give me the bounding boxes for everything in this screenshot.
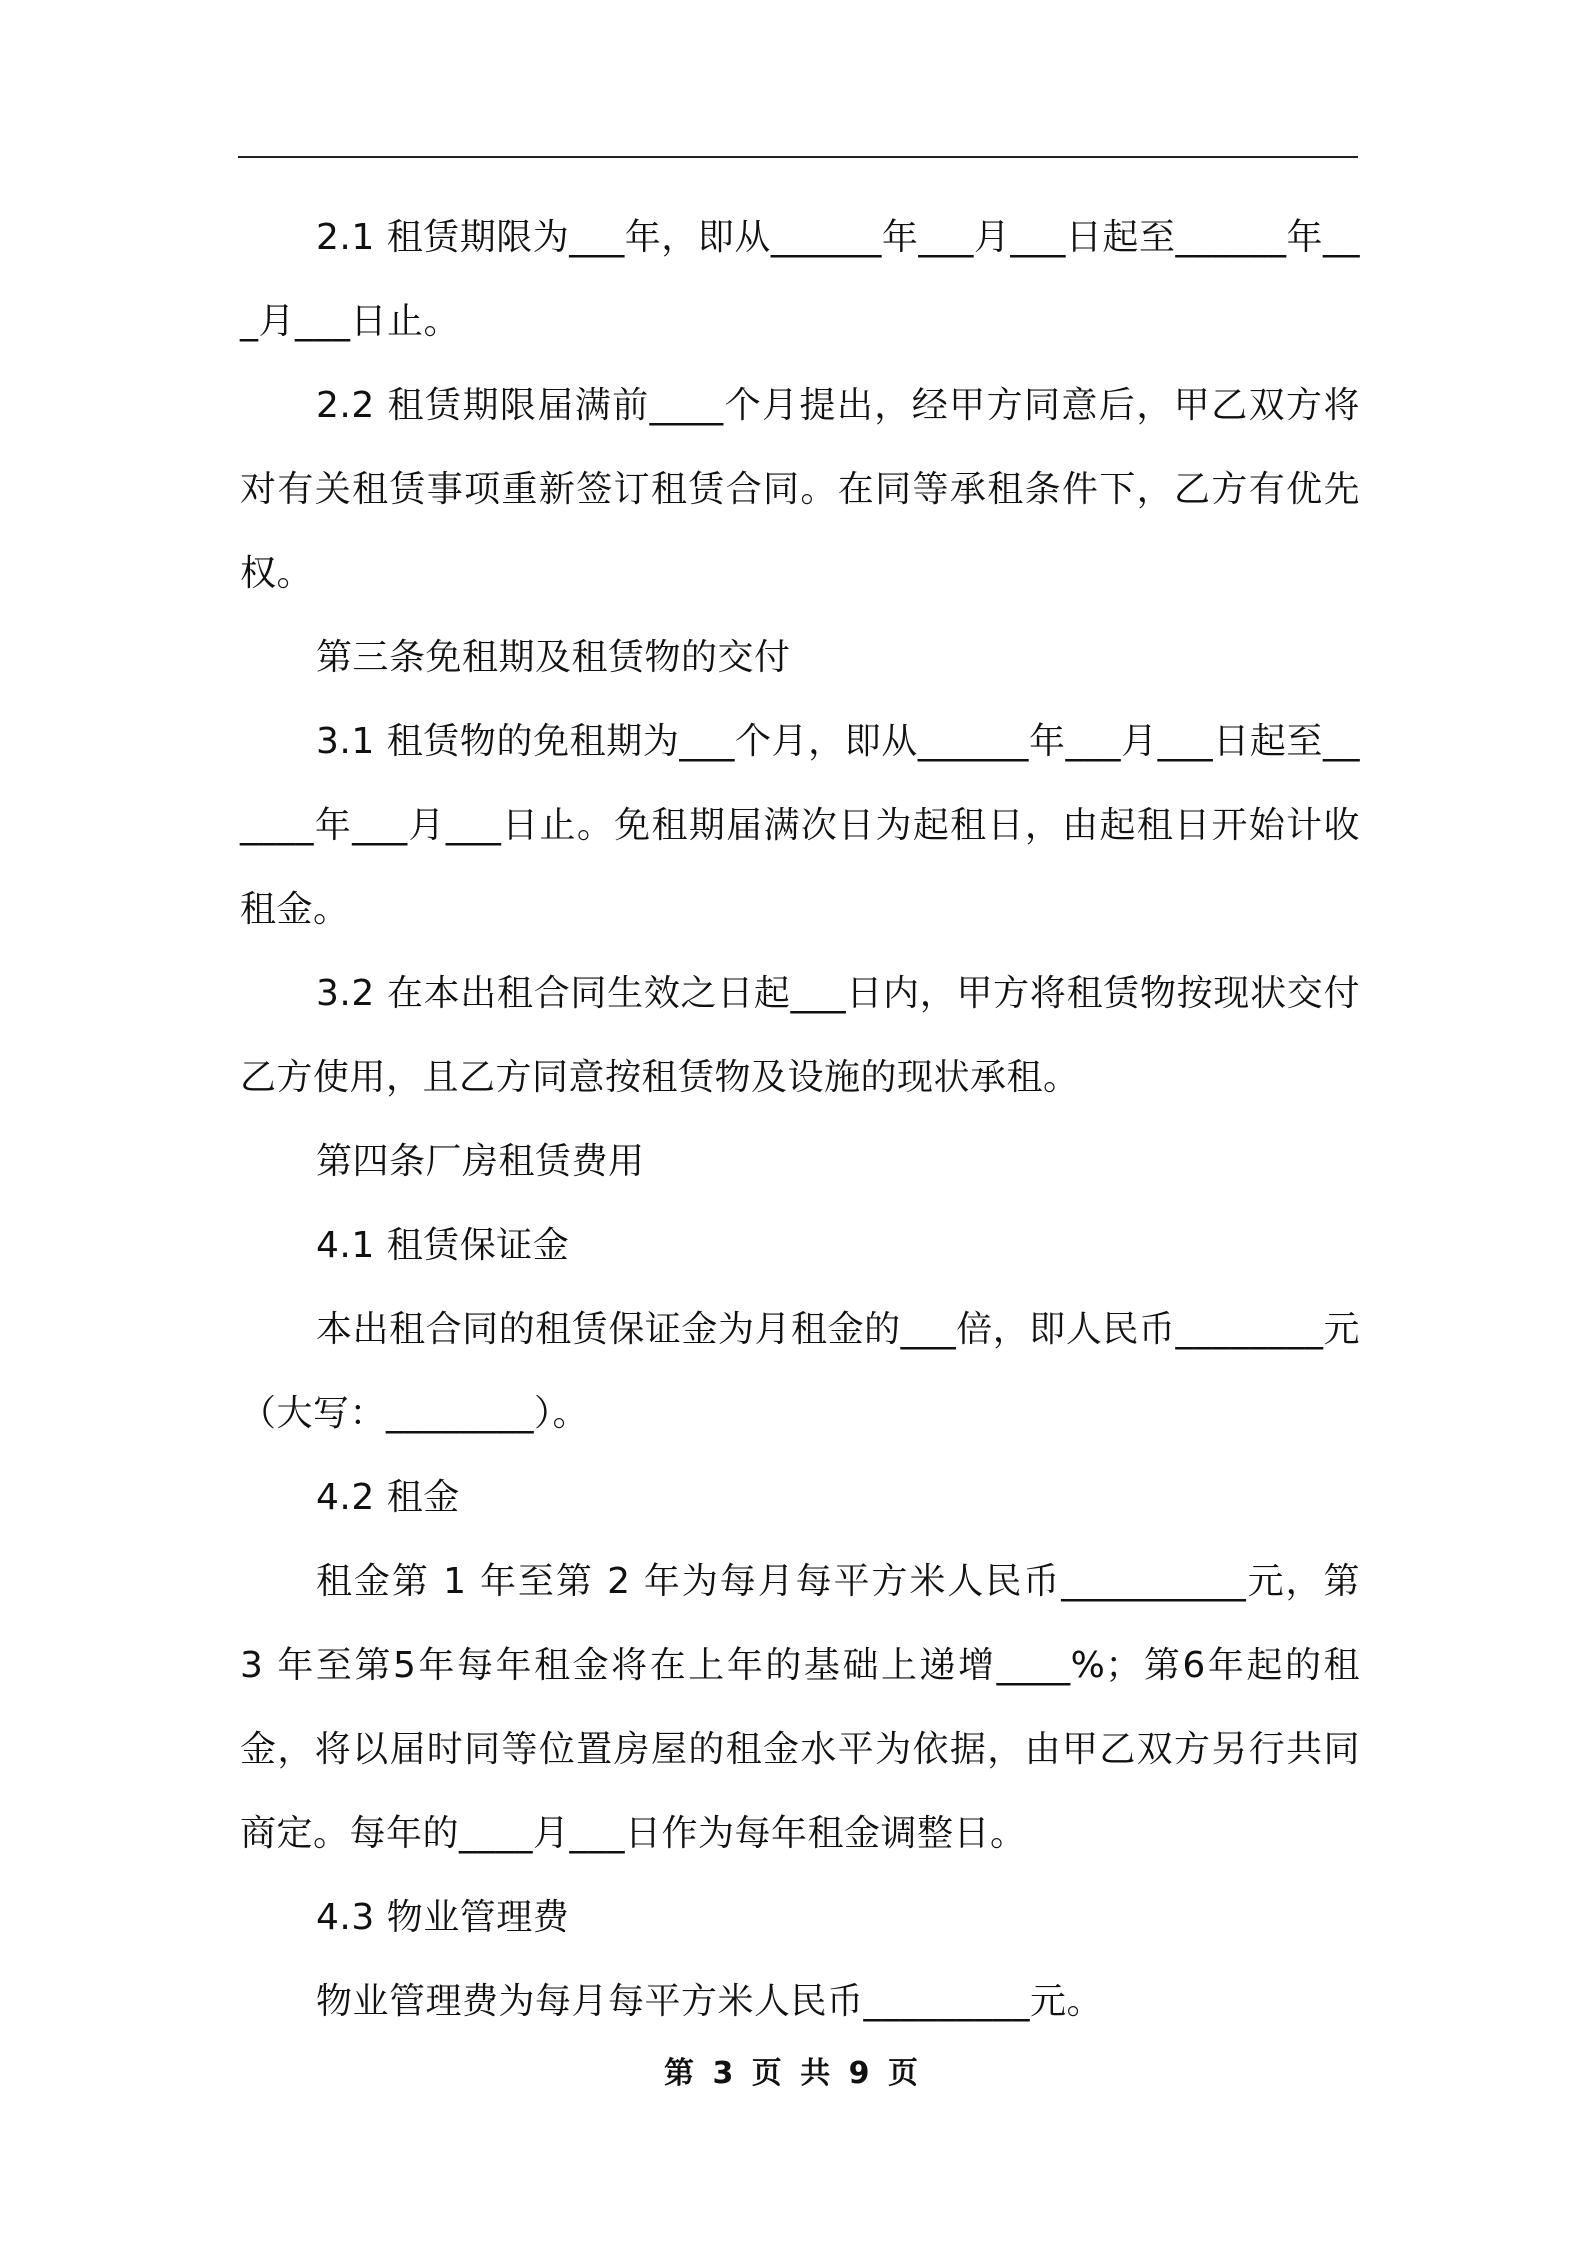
clause-4-3-heading: 4.3 物业管理费	[316, 1897, 570, 1938]
article-3-heading: 第三条免租期及租赁物的交付	[316, 637, 791, 678]
clause-4-2-heading: 4.2 租金	[316, 1477, 460, 1518]
document-body	[240, 196, 1360, 2044]
clause-4-1-heading: 4.1 租赁保证金	[316, 1225, 570, 1266]
page-number: 第 3 页 共 9 页	[664, 2056, 922, 2091]
rent-paragraph: 租金第 1 年至第 2 年为每月每平方米人民币__________元，第 3 年至第5年每年租金将在上年的基础上递增____%；第6年起的租金，将以届时同等位置房屋的租金水平为依据，由甲乙双方另行共同商定。每年的____月___日作为每年租金调整日。	[240, 1561, 1360, 1854]
management-fee-paragraph: 物业管理费为每月每平方米人民币_________元。	[316, 1981, 1104, 2022]
clause-3-2: 3.2 在本出租合同生效之日起___日内，甲方将租赁物按现状交付乙方使用，且乙方同意按租赁物及设施的现状承租。	[240, 973, 1360, 1098]
article-4-heading: 第四条厂房租赁费用	[316, 1141, 645, 1182]
clause-3-1: 3.1 租赁物的免租期为___个月，即从______年___月___日起至______年___月___日止。免租期届满次日为起租日，由起租日开始计收租金。	[240, 721, 1360, 930]
deposit-paragraph: 本出租合同的租赁保证金为月租金的___倍，即人民币________元（大写：________）。	[240, 1309, 1360, 1434]
header-divider	[238, 156, 1358, 158]
clause-2-2: 2.2 租赁期限届满前____个月提出，经甲方同意后，甲乙双方将对有关租赁事项重新签订租赁合同。在同等承租条件下，乙方有优先权。	[240, 385, 1360, 594]
clause-2-1: 2.1 租赁期限为___年，即从______年___月___日起至______年___月___日止。	[240, 217, 1360, 342]
